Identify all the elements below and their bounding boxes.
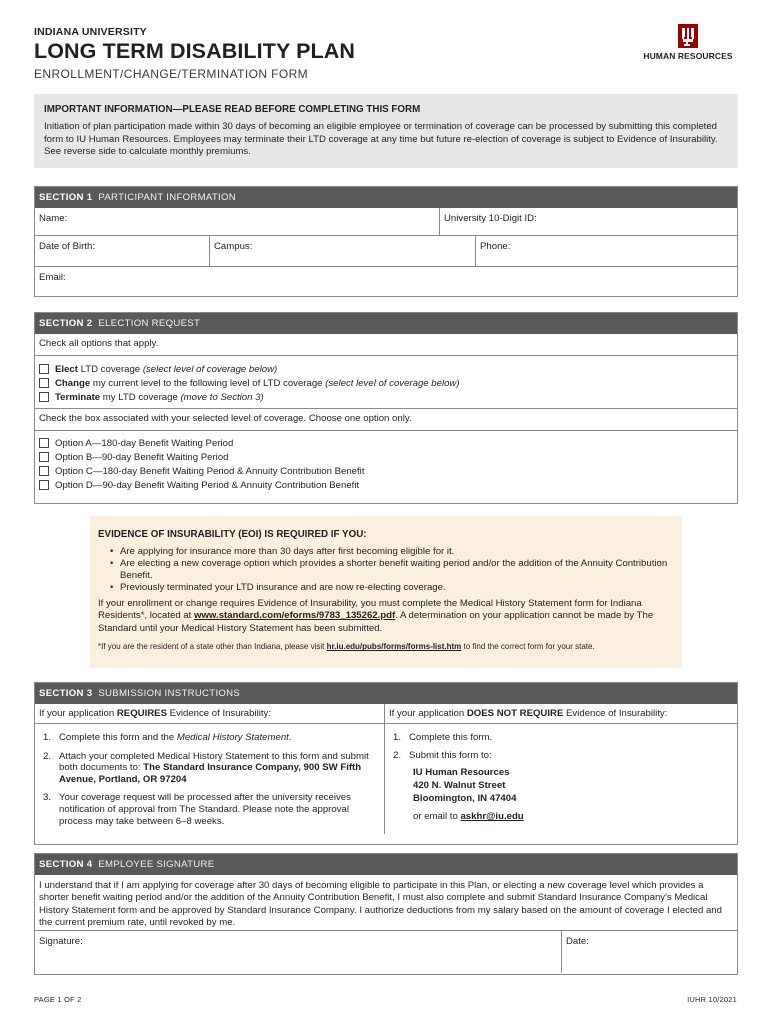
- name-field[interactable]: [35, 208, 440, 235]
- phone-label: Phone:: [480, 241, 511, 252]
- eoi-heading: EVIDENCE OF INSURABILITY (EOI) IS REQUIRED IF YOU:: [98, 529, 367, 540]
- terminate-text: my LTD coverage: [100, 391, 181, 403]
- university-id-label: University 10-Digit ID:: [444, 213, 537, 224]
- s3-columns: [35, 704, 737, 834]
- s4-signature-row: [35, 931, 737, 973]
- s3-left-pre: If your application: [39, 708, 117, 719]
- iu-hr-address: [389, 766, 731, 805]
- eoi-para-b: . A determination on your application cannot be made by The Standard until your Medical History Statement has been submitted.: [98, 610, 654, 634]
- section-4: [34, 853, 738, 975]
- section-1-number: SECTION 1: [39, 192, 93, 203]
- authorization-text: I understand that if I am applying for coverage after 30 days of becoming eligible to participate in this Plan, or electing a new coverage level which provides a shorter benefit waiting period and/or the addition of the Annuity Contribution Benefit, I must also complete and submit Standard Insurance Company's Medical History Statement form and be approved by Standard Insurance Company. I authorize deductions from my salary based on the amount of coverage I elected and the current premium rate, until revoked by me.: [35, 875, 737, 931]
- eoi-bullet: • Are electing a new coverage option which provides a shorter benefit waiting period and/or the addition of the Annuity Contribution Benefit.: [110, 558, 674, 582]
- section-3: [34, 682, 738, 845]
- change-text: my current level to the following level of LTD coverage: [90, 377, 326, 389]
- option-c-checkbox[interactable]: [39, 466, 49, 476]
- s3-right-list: [385, 724, 737, 822]
- section-2: [34, 312, 738, 504]
- terminate-option[interactable]: [39, 390, 733, 404]
- section-1-title: PARTICIPANT INFORMATION: [98, 192, 237, 203]
- eoi-bullet: • Previously terminated your LTD insurance and are now re-electing coverage.: [110, 582, 674, 594]
- s3-step: [39, 732, 378, 744]
- check-all-instruction: Check all options that apply.: [35, 334, 737, 356]
- coverage-options: [35, 431, 737, 496]
- s3-step: [389, 750, 731, 762]
- s3-right-heading: [385, 704, 737, 724]
- section-3-number: SECTION 3: [39, 688, 93, 699]
- address-line: 420 N. Walnut Street: [413, 780, 506, 792]
- form-header: [34, 22, 740, 84]
- standard-form-link[interactable]: www.standard.com/eforms/9783_135262.pdf: [194, 610, 396, 622]
- section-1: [34, 186, 738, 297]
- section-2-header: [35, 313, 737, 334]
- standard-address: The Standard Insurance Company, 900 SW Fifth Avenue, Portland, OR 97204: [59, 762, 362, 785]
- eoi-note-b: to find the correct form for your state.: [461, 642, 595, 652]
- s3-no-eoi-col: [384, 704, 737, 834]
- s1-row-dob: [35, 236, 737, 267]
- step-text: Complete this form.: [409, 732, 493, 743]
- eoi-note-a: *If you are the resident of a state other than Indiana, please visit: [98, 642, 327, 652]
- s3-left-heading: [35, 704, 384, 724]
- step-number: 3.: [43, 792, 52, 804]
- option-a[interactable]: [39, 436, 733, 450]
- address-line: IU Human Resources: [413, 767, 510, 779]
- change-note: (select level of coverage below): [325, 377, 460, 389]
- important-heading: IMPORTANT INFORMATION—PLEASE READ BEFORE COMPLETING THIS FORM: [44, 104, 421, 115]
- election-options: [35, 356, 737, 409]
- coverage-instruction: Check the box associated with your selected level of coverage. Choose one option only.: [35, 409, 737, 431]
- elect-note: (select level of coverage below): [142, 363, 278, 375]
- section-4-number: SECTION 4: [39, 859, 93, 870]
- section-2-number: SECTION 2: [39, 318, 93, 329]
- terminate-checkbox[interactable]: [39, 392, 49, 402]
- signature-field[interactable]: [35, 931, 562, 973]
- university-name: INDIANA UNIVERSITY: [34, 26, 147, 38]
- eoi-box: [90, 516, 682, 668]
- elect-checkbox[interactable]: [39, 364, 49, 374]
- option-b-label: Option B—90-day Benefit Waiting Period: [55, 451, 229, 463]
- option-a-label: Option A—180-day Benefit Waiting Period: [55, 437, 234, 449]
- step-text: Attach your completed Medical History Statement to this form and submit both documents to:: [59, 750, 369, 774]
- email-label: Email:: [39, 272, 66, 283]
- logo-text: HUMAN RESOURCES: [643, 51, 733, 61]
- step-text: Complete this form and the: [59, 732, 177, 743]
- s3-right-bold: DOES NOT REQUIRE: [466, 708, 564, 719]
- s3-eoi-required-col: [35, 704, 384, 834]
- elect-option[interactable]: [39, 362, 733, 376]
- elect-bold: Elect: [55, 363, 78, 375]
- terminate-note: (move to Section 3): [180, 391, 264, 403]
- form-code: IUHR 10/2021: [687, 995, 737, 1004]
- eoi-note: [98, 641, 674, 653]
- dob-field[interactable]: [35, 236, 210, 266]
- s1-row-name: [35, 208, 737, 236]
- option-d[interactable]: [39, 478, 733, 492]
- option-c-label: Option C—180-day Benefit Waiting Period & Annuity Contribution Benefit: [55, 465, 365, 477]
- s3-step: [39, 751, 378, 786]
- change-option[interactable]: [39, 376, 733, 390]
- step-text: Your coverage request will be processed after the university receives notification of approval from The Standard. Please note the approval process may take between 6–8 weeks.: [59, 792, 351, 827]
- form-subtitle: ENROLLMENT/CHANGE/TERMINATION FORM: [34, 67, 309, 81]
- important-info-box: [34, 94, 738, 168]
- eoi-bullet: • Are applying for insurance more than 30 days after first becoming eligible for it.: [110, 546, 674, 558]
- email-line: [389, 811, 731, 822]
- step-text: Submit this form to:: [409, 749, 492, 761]
- page-number: PAGE 1 OF 2: [34, 995, 82, 1004]
- s3-step: [389, 732, 731, 744]
- section-1-header: [35, 187, 737, 208]
- step-end: .: [288, 732, 292, 743]
- section-3-title: SUBMISSION INSTRUCTIONS: [98, 688, 241, 699]
- section-2-title: ELECTION REQUEST: [98, 318, 201, 329]
- option-a-checkbox[interactable]: [39, 438, 49, 448]
- s3-right-post: Evidence of Insurability:: [563, 708, 668, 719]
- option-d-label: Option D—90-day Benefit Waiting Period & Annuity Contribution Benefit: [55, 479, 360, 491]
- s3-right-pre: If your application: [389, 708, 467, 719]
- dob-label: Date of Birth:: [39, 241, 95, 252]
- address-line: Bloomington, IN 47404: [413, 793, 517, 805]
- campus-label: Campus:: [214, 241, 253, 252]
- forms-list-link[interactable]: hr.iu.edu/pubs/forms/forms-list.htm: [326, 642, 462, 652]
- option-b[interactable]: [39, 450, 733, 464]
- phone-field[interactable]: [476, 236, 737, 266]
- email-field[interactable]: [35, 267, 737, 296]
- change-checkbox[interactable]: [39, 378, 49, 388]
- step-number: 2.: [43, 750, 52, 762]
- section-4-header: [35, 854, 737, 875]
- s1-row-email: [35, 267, 737, 296]
- change-bold: Change: [55, 377, 91, 389]
- university-id-field[interactable]: [440, 208, 737, 235]
- step-number: 2.: [393, 749, 402, 761]
- option-d-checkbox[interactable]: [39, 480, 49, 490]
- step-number: 1.: [43, 732, 52, 743]
- date-field[interactable]: [562, 931, 737, 973]
- step-italic: Medical History Statement: [176, 732, 289, 743]
- s3-left-bold: REQUIRES: [116, 708, 167, 719]
- email-pre: or email to: [413, 811, 461, 823]
- eoi-list: [98, 546, 674, 594]
- elect-text: LTD coverage: [77, 363, 143, 375]
- campus-field[interactable]: [210, 236, 476, 266]
- page-title: LONG TERM DISABILITY PLAN: [34, 39, 356, 63]
- terminate-bold: Terminate: [55, 391, 101, 403]
- s3-step: [39, 792, 378, 827]
- eoi-paragraph: [98, 598, 674, 635]
- option-c[interactable]: [39, 464, 733, 478]
- name-label: Name:: [39, 213, 68, 224]
- section-4-title: EMPLOYEE SIGNATURE: [98, 859, 215, 870]
- eoi-para-a: If your enrollment or change requires Evidence of Insurability, you must complete the Medical History Statement form for Indiana Residents*, located at: [98, 598, 642, 622]
- step-number: 1.: [393, 732, 402, 743]
- s3-left-list: [35, 724, 384, 827]
- important-text: Initiation of plan participation made within 30 days of becoming an eligible employee or termination of coverage can be processed by submitting this completed form to IU Human Resources. Employees may terminate their LTD coverage at any time but future re-election of coverage is subject to Evidence of Insurability. See reverse side to calculate monthly premiums.: [44, 121, 718, 158]
- askhr-email-link[interactable]: askhr@iu.edu: [460, 811, 524, 823]
- iu-logo: [636, 24, 740, 68]
- section-3-header: [35, 683, 737, 704]
- date-label: Date:: [566, 936, 589, 947]
- trident-icon: [678, 24, 698, 48]
- option-b-checkbox[interactable]: [39, 452, 49, 462]
- signature-label: Signature:: [39, 936, 83, 947]
- s3-left-post: Evidence of Insurability:: [167, 708, 271, 719]
